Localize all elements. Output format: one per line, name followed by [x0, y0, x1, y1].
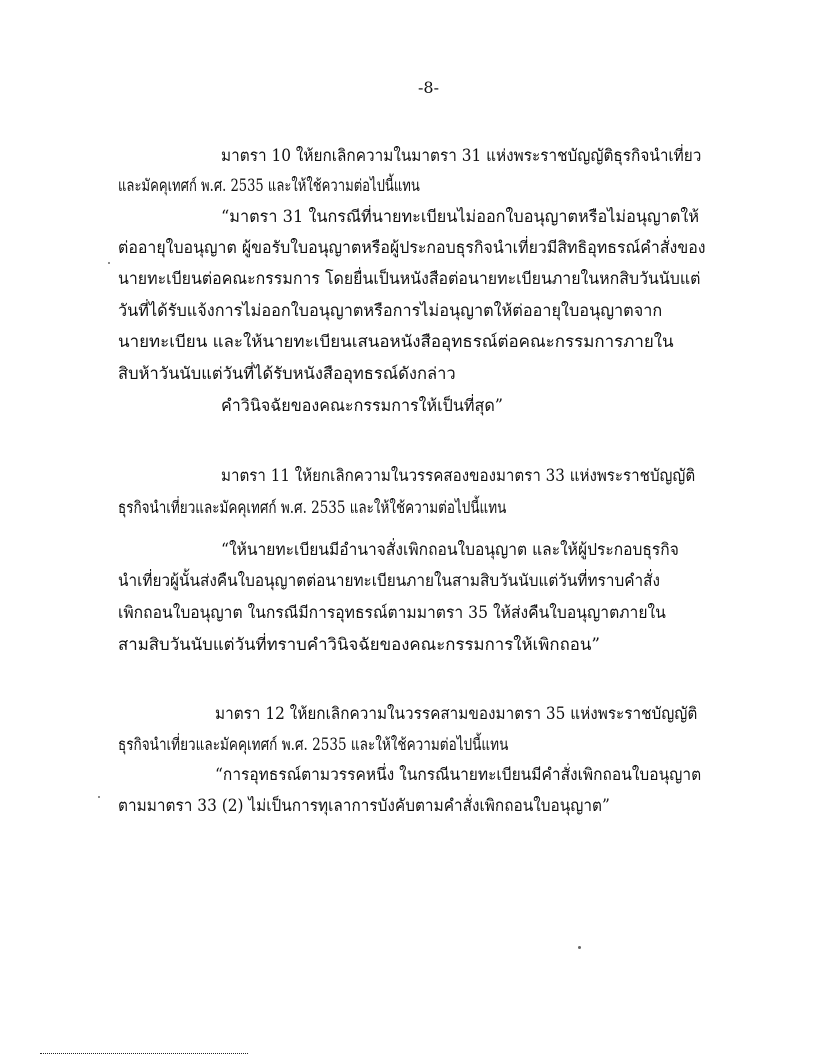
section-11-quote-line: สามสิบวันนับแต่วันที่ทราบคำวินิจฉัยของคณะกรรมการให้เพิกถอน”	[118, 635, 600, 654]
section-11-heading-line: มาตรา 11 ให้ยกเลิกความในวรรคสองของมาตรา 33 แห่งพระราชบัญญัติ	[221, 466, 696, 485]
footnote-rule	[40, 1053, 248, 1054]
section-31-quote-line: “มาตรา 31 ในกรณีที่นายทะเบียนไม่ออกใบอนุญาตหรือไม่อนุญาตให้	[221, 207, 700, 226]
section-12-quote-line: ตามมาตรา 33 (2) ไม่เป็นการทุเลาการบังคับตามคำสั่งเพิกถอนใบอนุญาต”	[118, 796, 610, 815]
section-31-quote-closing-line: คำวินิจฉัยของคณะกรรมการให้เป็นที่สุด”	[221, 396, 504, 415]
scan-speck	[108, 262, 110, 264]
scan-speck	[578, 946, 581, 949]
section-12-line: ธุรกิจนำเที่ยวและมัคคุเทศก์ พ.ศ. 2535 และให้ใช้ความต่อไปนี้แทน	[118, 735, 509, 754]
section-11-quote-line: นำเที่ยวผู้นั้นส่งคืนใบอนุญาตต่อนายทะเบียนภายในสามสิบวันนับแต่วันที่ทราบคำสั่ง	[118, 571, 660, 590]
section-11-line: ธุรกิจนำเที่ยวและมัคคุเทศก์ พ.ศ. 2535 และให้ใช้ความต่อไปนี้แทน	[118, 498, 507, 517]
section-31-quote-line: วันที่ได้รับแจ้งการไม่ออกใบอนุญาตหรือการไม่อนุญาตให้ต่ออายุใบอนุญาตจาก	[118, 301, 663, 320]
section-31-quote-line: นายทะเบียน และให้นายทะเบียนเสนอหนังสืออุทธรณ์ต่อคณะกรรมการภายใน	[118, 332, 674, 351]
section-12-heading-line: มาตรา 12 ให้ยกเลิกความในวรรคสามของมาตรา 35 แห่งพระราชบัญญัติ	[215, 704, 698, 723]
section-31-quote-line: สิบห้าวันนับแต่วันที่ได้รับหนังสืออุทธรณ์ดังกล่าว	[118, 364, 456, 383]
section-10-line: และมัคคุเทศก์ พ.ศ. 2535 และให้ใช้ความต่อไปนี้แทน	[118, 176, 420, 195]
section-11-quote-line: เพิกถอนใบอนุญาต ในกรณีมีการอุทธรณ์ตามมาตรา 35 ให้ส่งคืนใบอนุญาตภายใน	[118, 603, 666, 622]
section-12-quote-line: “การอุทธรณ์ตามวรรคหนึ่ง ในกรณีนายทะเบียนมีคำสั่งเพิกถอนใบอนุญาต	[215, 765, 702, 784]
section-11-quote-line: “ให้นายทะเบียนมีอำนาจสั่งเพิกถอนใบอนุญาต และให้ผู้ประกอบธุรกิจ	[221, 540, 679, 559]
scan-speck	[98, 796, 100, 798]
page-number: -8-	[418, 78, 439, 97]
section-31-quote-line: ต่ออายุใบอนุญาต ผู้ขอรับใบอนุญาตหรือผู้ประกอบธุรกิจนำเที่ยวมีสิทธิอุทธรณ์คำสั่งของ	[118, 238, 706, 257]
section-31-quote-line: นายทะเบียนต่อคณะกรรมการ โดยยื่นเป็นหนังสือต่อนายทะเบียนภายในหกสิบวันนับแต่	[118, 269, 701, 288]
section-10-heading-line: มาตรา 10 ให้ยกเลิกความในมาตรา 31 แห่งพระราชบัญญัติธุรกิจนำเที่ยว	[221, 146, 702, 165]
